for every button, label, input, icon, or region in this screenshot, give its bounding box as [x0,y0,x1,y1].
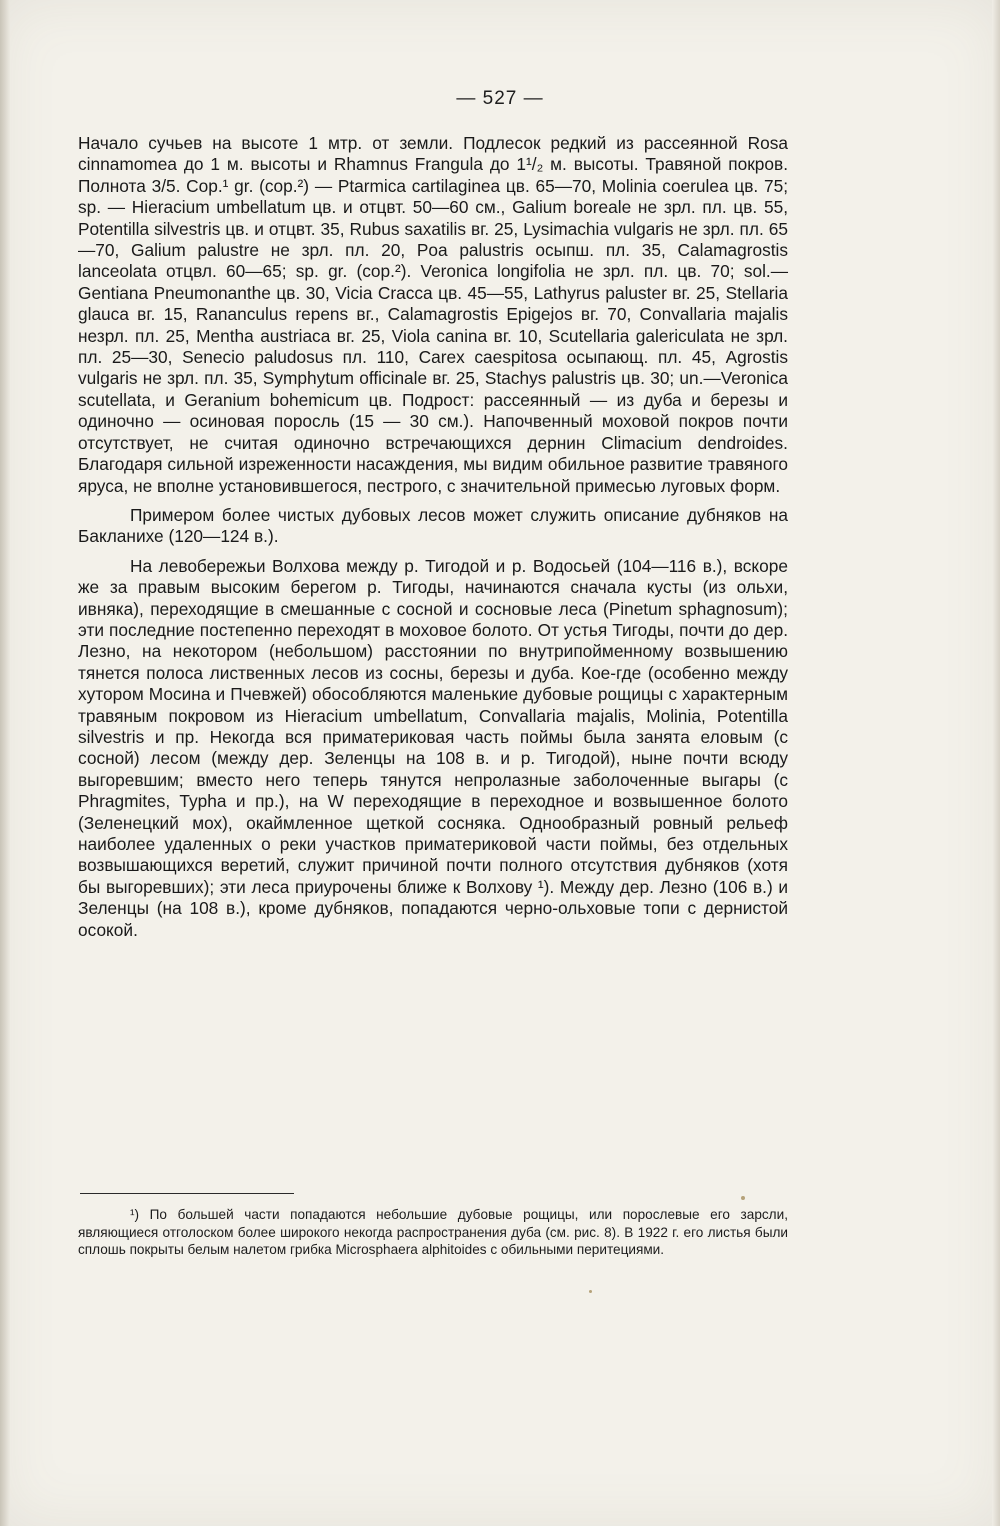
footnote-divider [80,1193,294,1194]
page-right-edge [992,0,1000,1526]
paragraph-1: Начало сучьев на высоте 1 мтр. от земли. Подлесок редкий из рассеянной Rosa cinnamomea до 1 м. высоты и Rhamnus Frangula до 1¹/₂ м. высоты. Травяной покров. Полнота 3/5. Cop.¹ gr. (cop.²) — Ptarmica cartilaginea цв. 65—70, Molinia coerulea цв. 75; sp. — Hieracium umbellatum цв. и отцвт. 50—60 см., Galium boreale не зрл. пл. цв. 55, Potentilla silvestris цв. и отцвт. 35, Rubus saxatilis вг. 25, Lysimachia vulgaris не зрл. пл. 65—70, Galium palustre не зрл. пл. 20, Poa palustris осыпш. пл. 35, Calamagrostis lanceolata отцвл. 60—65; sp. gr. (cop.²). Veronica longifolia не зрл. пл. цв. 70; sol.—Gentiana Pneumonanthe цв. 30, Vicia Cracca цв. 45—55, Lathyrus paluster вг. 25, Stellaria glauca вг. 15, Rananculus repens вг., Calamagrostis Epigejos вг. 70, Convallaria majalis незрл. пл. 25, Mentha austriaca вг. 25, Viola canina вг. 10, Scutellaria galericulata не зрл. пл. 25—30, Senecio paludosus пл. 110, Carex caespitosa осыпающ. пл. 45, Agrostis vulgaris не зрл. пл. 35, Symphytum officinale вг. 25, Stachys palustris цв. 30; un.—Veronica scutellata, и Geranium bohemicum цв. Подрост: рассеянный — из дуба и березы и одиночно — осиновая поросль (15 — 30 см.). Напочвенный моховой покров почти отсутствует, не считая одиночно встречающихся дернин Climacium dendroides. Благодаря сильной изреженности насаждения, мы видим обильное развитие травяного яруса, не вполне установившегося, пестрого, с значительной примесью луговых форм. [78,133,788,496]
paragraph-3: На левобережьи Волхова между р. Тигодой и р. Водосьей (104—116 в.), вскоре же за правым высоким берегом р. Тигоды, начинаются сначала кусты (из ольхи, ивняка), переходящие в смешанные с сосной и сосновые леса (Pinetum sphagnosum); эти последние постепенно переходят в моховое болото. От устья Тигоды, почти до дер. Лезно, на некотором (небольшом) расстоянии по внутрипойменному возвышению тянется полоса лиственных лесов из сосны, березы и дуба. Кое-где (особенно между хутором Мосина и Пчевжей) обособляются маленькие дубовые рощицы с характерным травяным покровом из Hieracium umbellatum, Convallaria majalis, Molinia, Potentilla silvestris и пр. Некогда вся приматериковая часть поймы была занята еловым (с сосной) лесом (между дер. Зеленцы на 108 в. и р. Тигодой), ныне почти всюду выгоревшим; вместо него теперь тянутся непролазные заболоченные выгары (с Phragmites, Typha и пр.), на W переходящие в переходное и возвышенное болото (Зеленецкий мох), окаймленное щеткой сосняка. Однообразный ровный рельеф наиболее удаленных о реки участков приматериковой части поймы, без отдельных возвышающихся веретий, служит причиной почти полного отсутствия дубняков (хотя бы выгоревших); эти леса приурочены ближе к Волхову ¹). Между дер. Лезно (106 в.) и Зеленцы (на 108 в.), кроме дубняков, попадаются черно-ольховые топи с дернистой осокой. [78,555,788,940]
page-number: — 527 — [456,88,544,109]
paper-speck [589,1290,592,1293]
main-text [78,133,788,949]
paragraph-2: Примером более чистых дубовых лесов может служить описание дубняков на Бакланихе (120—124 в.). [78,504,788,547]
page-left-edge [0,0,10,1526]
footnote: ¹) По большей части попадаются небольшие дубовые рощицы, или порослевые его зарсли, являющиеся отголоском более широкого некогда распространения дуба (см. рис. 8). В 1922 г. его листья были сплошь покрыты белым налетом грибка Microsphaera alphitoides с обильными перитециями. [78,1207,788,1258]
paper-speck [741,1196,745,1200]
